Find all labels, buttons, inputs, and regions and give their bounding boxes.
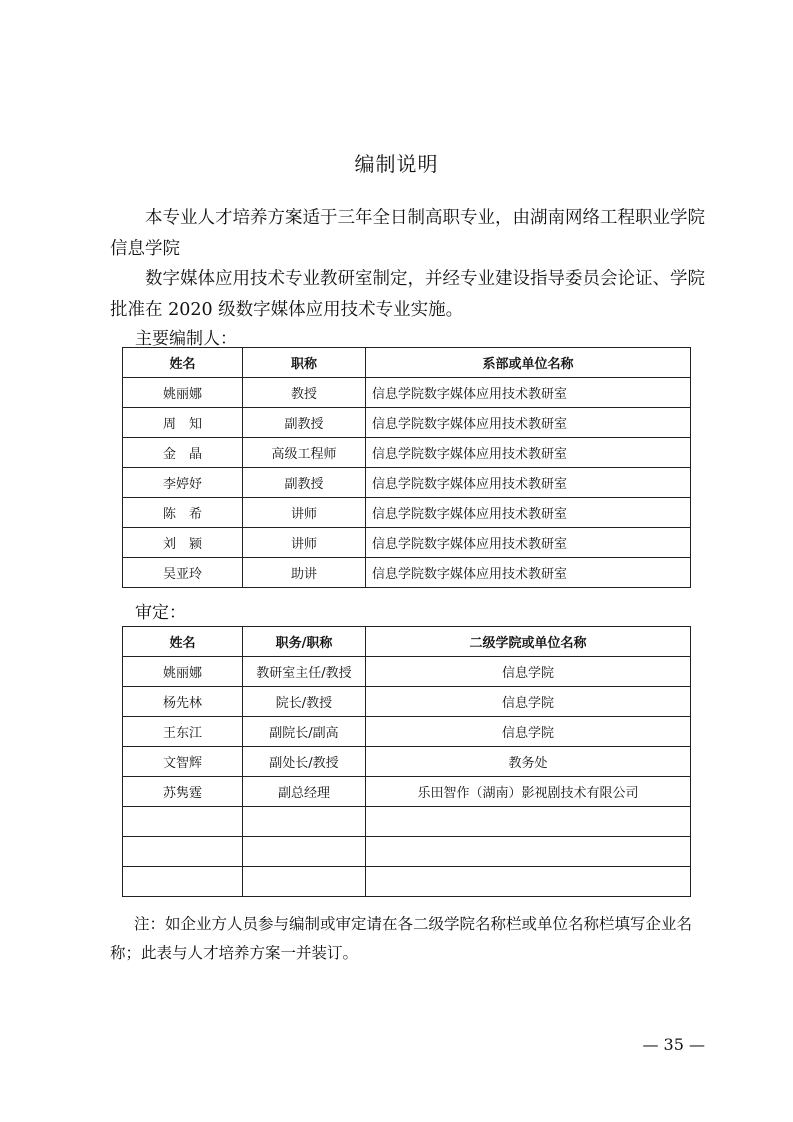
reviewer-position: 院长/教授 <box>243 687 366 717</box>
editor-name: 李婷妤 <box>123 468 243 498</box>
reviewers-table <box>122 626 691 897</box>
reviewer-position: 副总经理 <box>243 777 366 807</box>
editor-name: 周 知 <box>123 408 243 438</box>
reviewer-position: 教研室主任/教授 <box>243 657 366 687</box>
editors-header-name: 姓名 <box>123 348 243 378</box>
table-row <box>123 468 691 498</box>
table-row <box>123 438 691 468</box>
reviewer-unit: 信息学院 <box>366 687 691 717</box>
table-row <box>123 378 691 408</box>
reviewers-header-position: 职务/职称 <box>243 627 366 657</box>
editor-unit: 信息学院数字媒体应用技术教研室 <box>366 558 691 588</box>
intro-paragraph-1-text: 本专业人才培养方案适于三年全日制高职专业，由湖南网络工程职业学院 信息学院 <box>110 208 705 259</box>
reviewers-header-row <box>123 627 691 657</box>
footnote <box>110 910 710 968</box>
intro-paragraph-1 <box>110 203 710 265</box>
reviewer-unit: 信息学院 <box>366 717 691 747</box>
editor-name: 刘 颍 <box>123 528 243 558</box>
editors-label: 主要编制人： <box>135 329 237 349</box>
intro-paragraph-2-text: 数字媒体应用技术专业教研室制定，并经专业建设指导委员会论证、学院批准在 2020 级数字媒体应用技术专业实施。 <box>110 269 705 320</box>
table-row <box>123 687 691 717</box>
editor-name: 金 晶 <box>123 438 243 468</box>
editors-header-unit: 系部或单位名称 <box>366 348 691 378</box>
editor-name: 吴亚玲 <box>123 558 243 588</box>
footnote-text: 注：如企业方人员参与编制或审定请在各二级学院名称栏或单位名称栏填写企业名称；此表与人才培养方案一并装订。 <box>110 915 693 962</box>
editor-title: 讲师 <box>243 498 366 528</box>
reviewer-name <box>123 867 243 897</box>
editors-header-row <box>123 348 691 378</box>
editor-title: 高级工程师 <box>243 438 366 468</box>
table-row-empty <box>123 867 691 897</box>
reviewers-label: 审定： <box>135 603 186 623</box>
editor-title: 副教授 <box>243 468 366 498</box>
editor-unit: 信息学院数字媒体应用技术教研室 <box>366 378 691 408</box>
reviewer-position <box>243 867 366 897</box>
table-row <box>123 498 691 528</box>
reviewer-unit: 教务处 <box>366 747 691 777</box>
table-row <box>123 657 691 687</box>
table-row <box>123 747 691 777</box>
editors-header-title: 职称 <box>243 348 366 378</box>
editor-unit: 信息学院数字媒体应用技术教研室 <box>366 438 691 468</box>
reviewer-unit: 乐田智作（湖南）影视剧技术有限公司 <box>366 777 691 807</box>
reviewer-name: 杨先林 <box>123 687 243 717</box>
table-row-empty <box>123 837 691 867</box>
reviewers-header-name: 姓名 <box>123 627 243 657</box>
reviewer-unit <box>366 807 691 837</box>
page-title: 编制说明 <box>354 152 439 176</box>
table-row <box>123 558 691 588</box>
editor-name: 陈 希 <box>123 498 243 528</box>
reviewer-name <box>123 807 243 837</box>
editor-title: 教授 <box>243 378 366 408</box>
editors-table <box>122 347 691 588</box>
reviewers-header-unit: 二级学院或单位名称 <box>366 627 691 657</box>
editor-unit: 信息学院数字媒体应用技术教研室 <box>366 408 691 438</box>
editor-unit: 信息学院数字媒体应用技术教研室 <box>366 468 691 498</box>
reviewer-position <box>243 807 366 837</box>
table-row-empty <box>123 807 691 837</box>
editor-title: 副教授 <box>243 408 366 438</box>
intro-paragraph-2 <box>110 264 710 326</box>
reviewer-name: 王东江 <box>123 717 243 747</box>
editor-title: 讲师 <box>243 528 366 558</box>
table-row <box>123 528 691 558</box>
page-number: — 35 — <box>642 1035 705 1054</box>
reviewer-unit: 信息学院 <box>366 657 691 687</box>
table-row <box>123 408 691 438</box>
reviewer-name: 文智辉 <box>123 747 243 777</box>
editor-name: 姚丽娜 <box>123 378 243 408</box>
reviewer-unit <box>366 867 691 897</box>
editor-unit: 信息学院数字媒体应用技术教研室 <box>366 498 691 528</box>
reviewer-position: 副处长/教授 <box>243 747 366 777</box>
editor-unit: 信息学院数字媒体应用技术教研室 <box>366 528 691 558</box>
reviewer-name: 姚丽娜 <box>123 657 243 687</box>
table-row <box>123 777 691 807</box>
reviewer-position <box>243 837 366 867</box>
reviewer-position: 副院长/副高 <box>243 717 366 747</box>
reviewer-name <box>123 837 243 867</box>
reviewer-unit <box>366 837 691 867</box>
table-row <box>123 717 691 747</box>
reviewer-name: 苏隽霆 <box>123 777 243 807</box>
editor-title: 助讲 <box>243 558 366 588</box>
